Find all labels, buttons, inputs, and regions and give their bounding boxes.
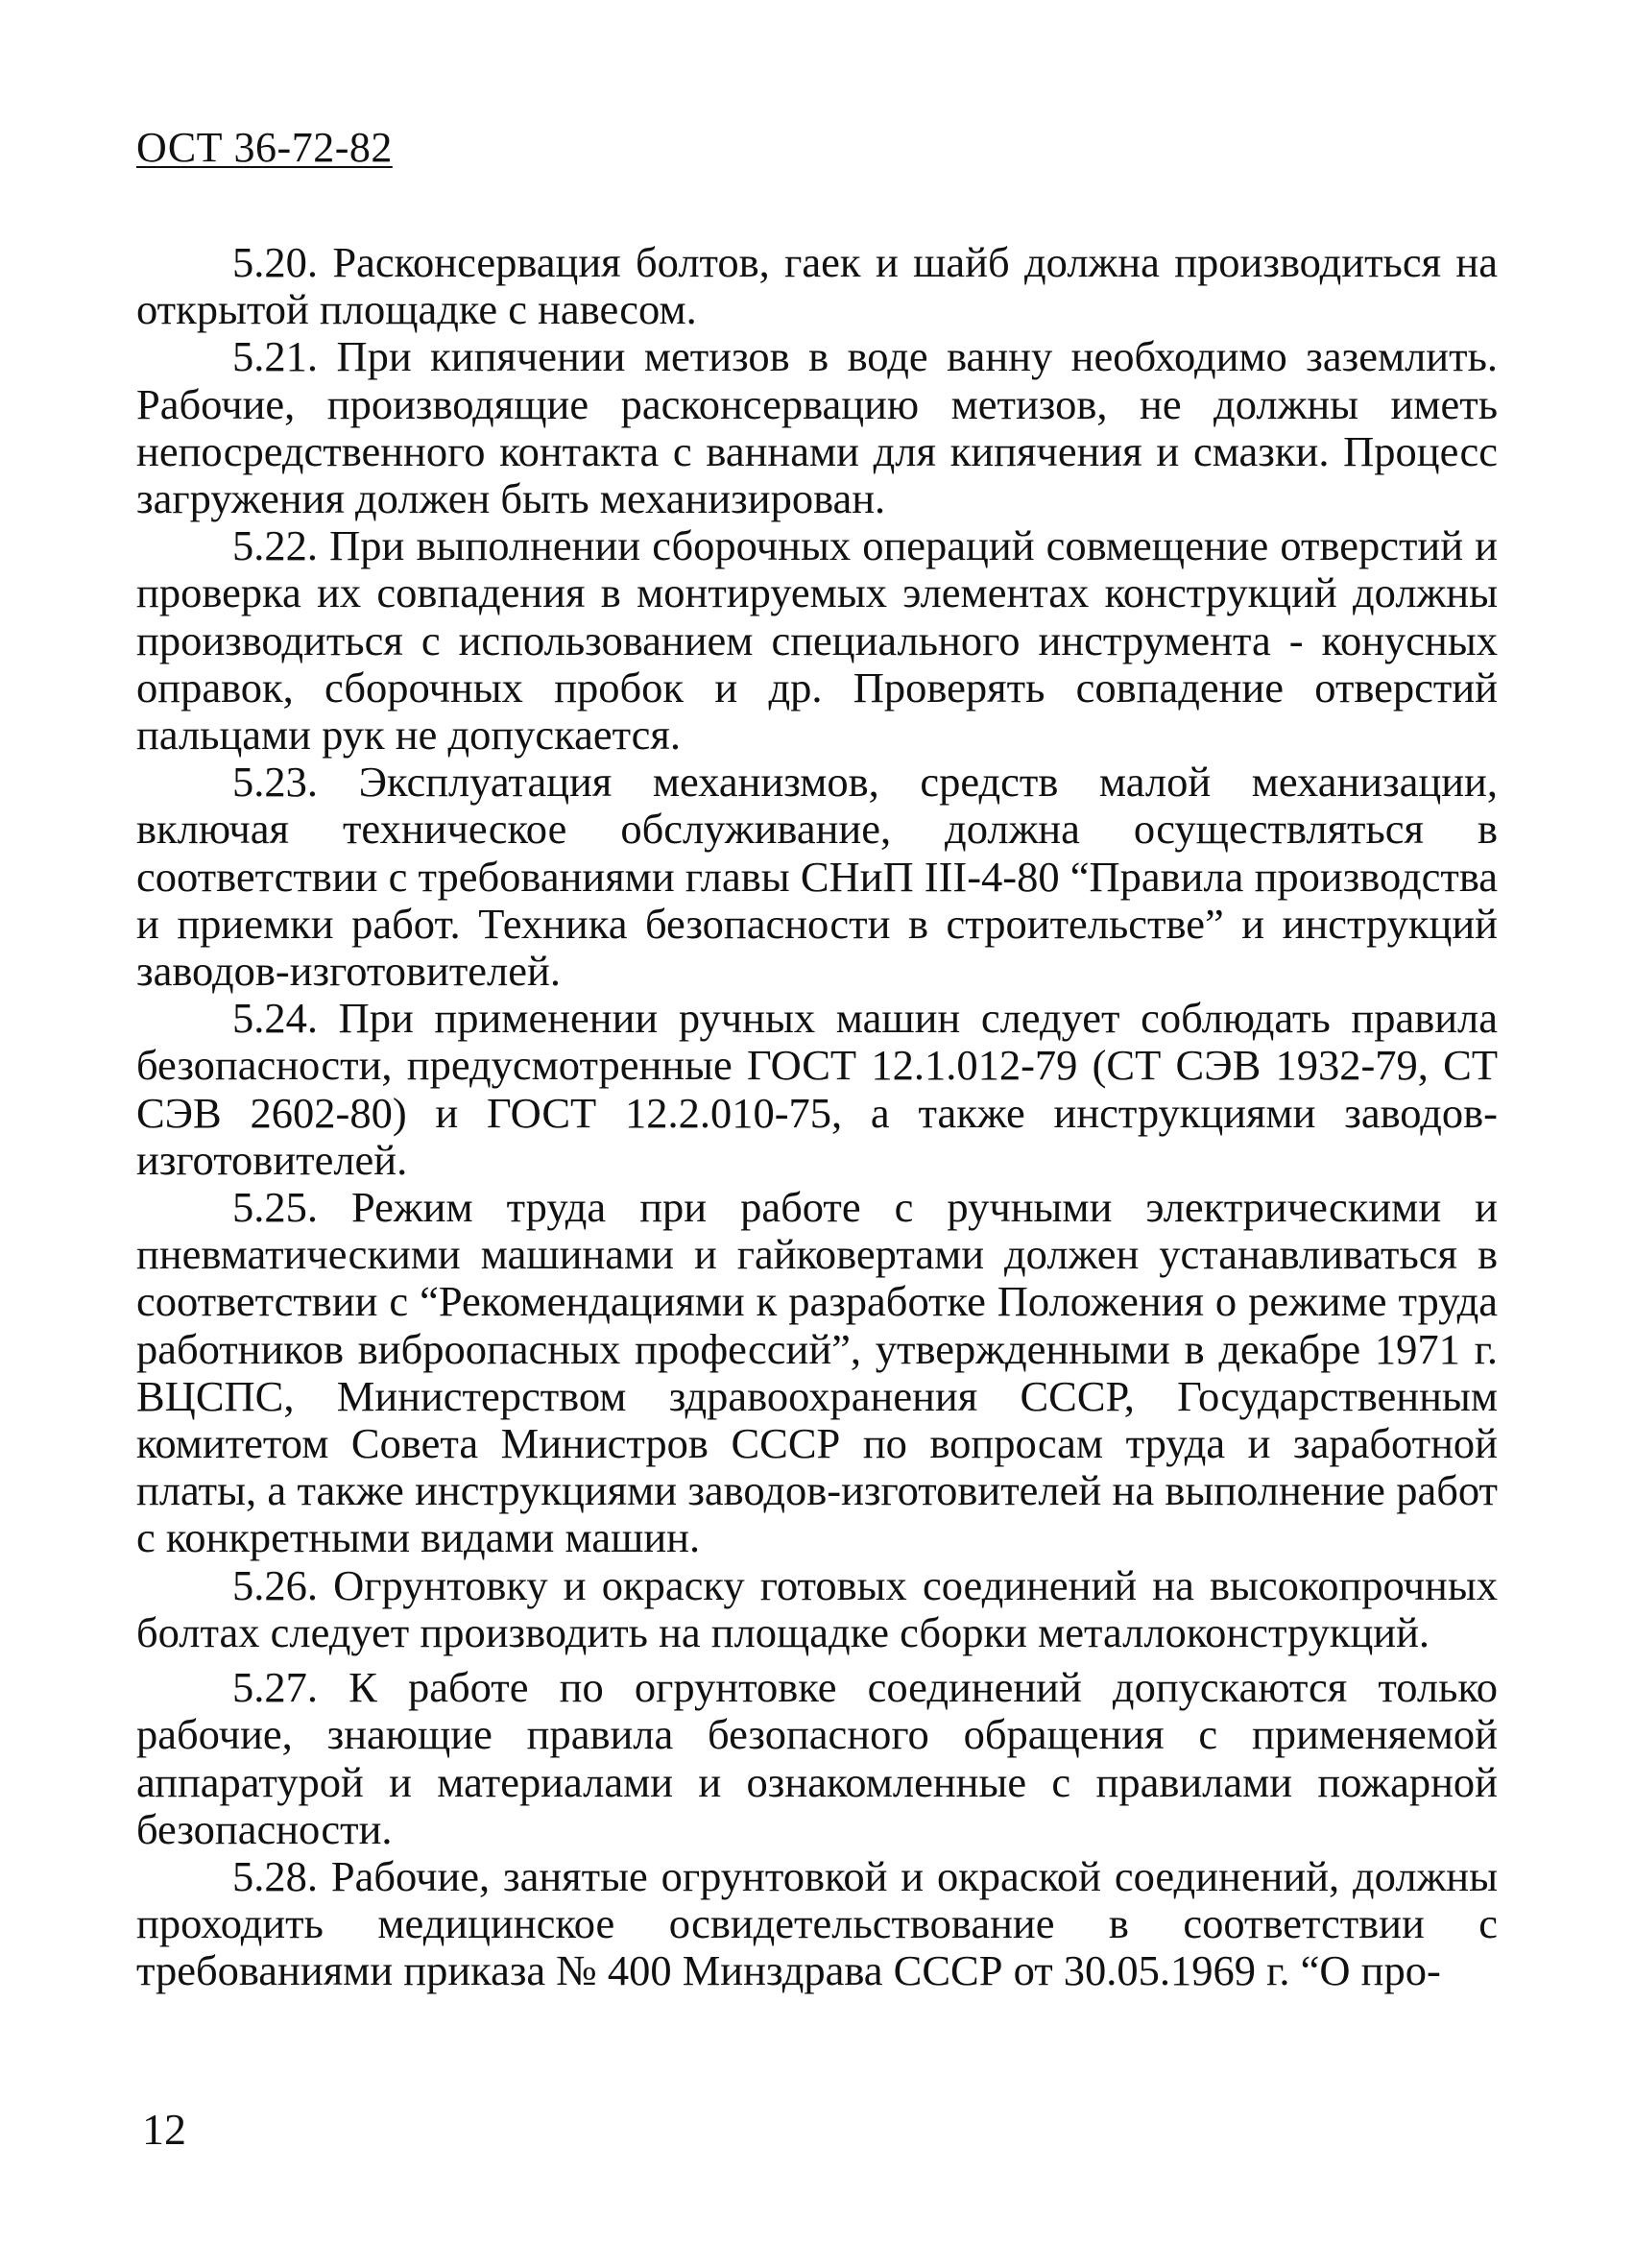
page-number: 12 bbox=[142, 2105, 186, 2154]
document-body bbox=[136, 239, 1498, 1995]
document-code: ОСТ 36-72-82 bbox=[136, 124, 393, 171]
paragraph-5-27: 5.27. К работе по огрунтовке соединений допускаются только рабочие, знающие правила безопасного обращения с применяемой аппаратурой и материалами и ознакомленные с правилами пожарной безопасности. bbox=[136, 1663, 1498, 1853]
paragraph-5-20: 5.20. Расконсервация болтов, гаек и шайб должна производиться на открытой площадке с навесом. bbox=[136, 238, 1498, 334]
paragraph-5-28: 5.28. Рабочие, занятые огрунтовкой и окраской соединений, должны проходить медицинское освидетельствование в соответствии с требованиями приказа № 400 Минздрава СССР от 30.05.1969 г. “О про- bbox=[136, 1851, 1498, 1995]
paragraph-5-22: 5.22. При выполнении сборочных операций совмещение отверстий и проверка их совпадения в монтируемых элементах конструкций должны производиться с использованием специального инструмента - конусных оправок, сборочных пробок и др. Проверять совпадение отверстий пальцами рук не допускается. bbox=[136, 521, 1498, 760]
paragraph-5-25: 5.25. Режим труда при работе с ручными электрическими и пневматическими машинами и гайковертами должен устанавливаться в соответствии с “Рекомендациями к разработке Положения о режиме труда работников виброопасных профессий”, утвержденными в декабре 1971 г. ВЦСПС, Министерством здравоохранения СССР, Государственным комитетом Совета Министров СССР по вопросам труда и заработной платы, а также инструкциями заводов-изготовителей на выполнение работ с конкретными видами машин. bbox=[136, 1183, 1498, 1562]
paragraph-5-24: 5.24. При применении ручных машин следует соблюдать правила безопасности, предусмотренные ГОСТ 12.1.012-79 (СТ СЭВ 1932-79, СТ СЭВ 2602-80) и ГОСТ 12.2.010-75, а также инструкциями заводов-изготовителей. bbox=[136, 994, 1498, 1184]
paragraph-5-23: 5.23. Эксплуатация механизмов, средств малой механизации, включая техническое обслуживание, должна осуществляться в соответствии с требованиями главы СНиП III-4-80 “Правила производства и приемки работ. Техника безопасности в строительстве” и инструкций заводов-изготовителей. bbox=[136, 758, 1498, 996]
paragraph-5-21: 5.21. При кипячении метизов в воде ванну необходимо заземлить. Рабочие, производящие расконсервацию метизов, не должны иметь непосредственного контакта с ваннами для кипячения и смазки. Процесс загружения должен быть механизирован. bbox=[136, 332, 1498, 523]
paragraph-5-26: 5.26. Огрунтовку и окраску готовых соединений на высокопрочных болтах следует производить на площадке сборки металлоконструкций. bbox=[136, 1560, 1498, 1656]
